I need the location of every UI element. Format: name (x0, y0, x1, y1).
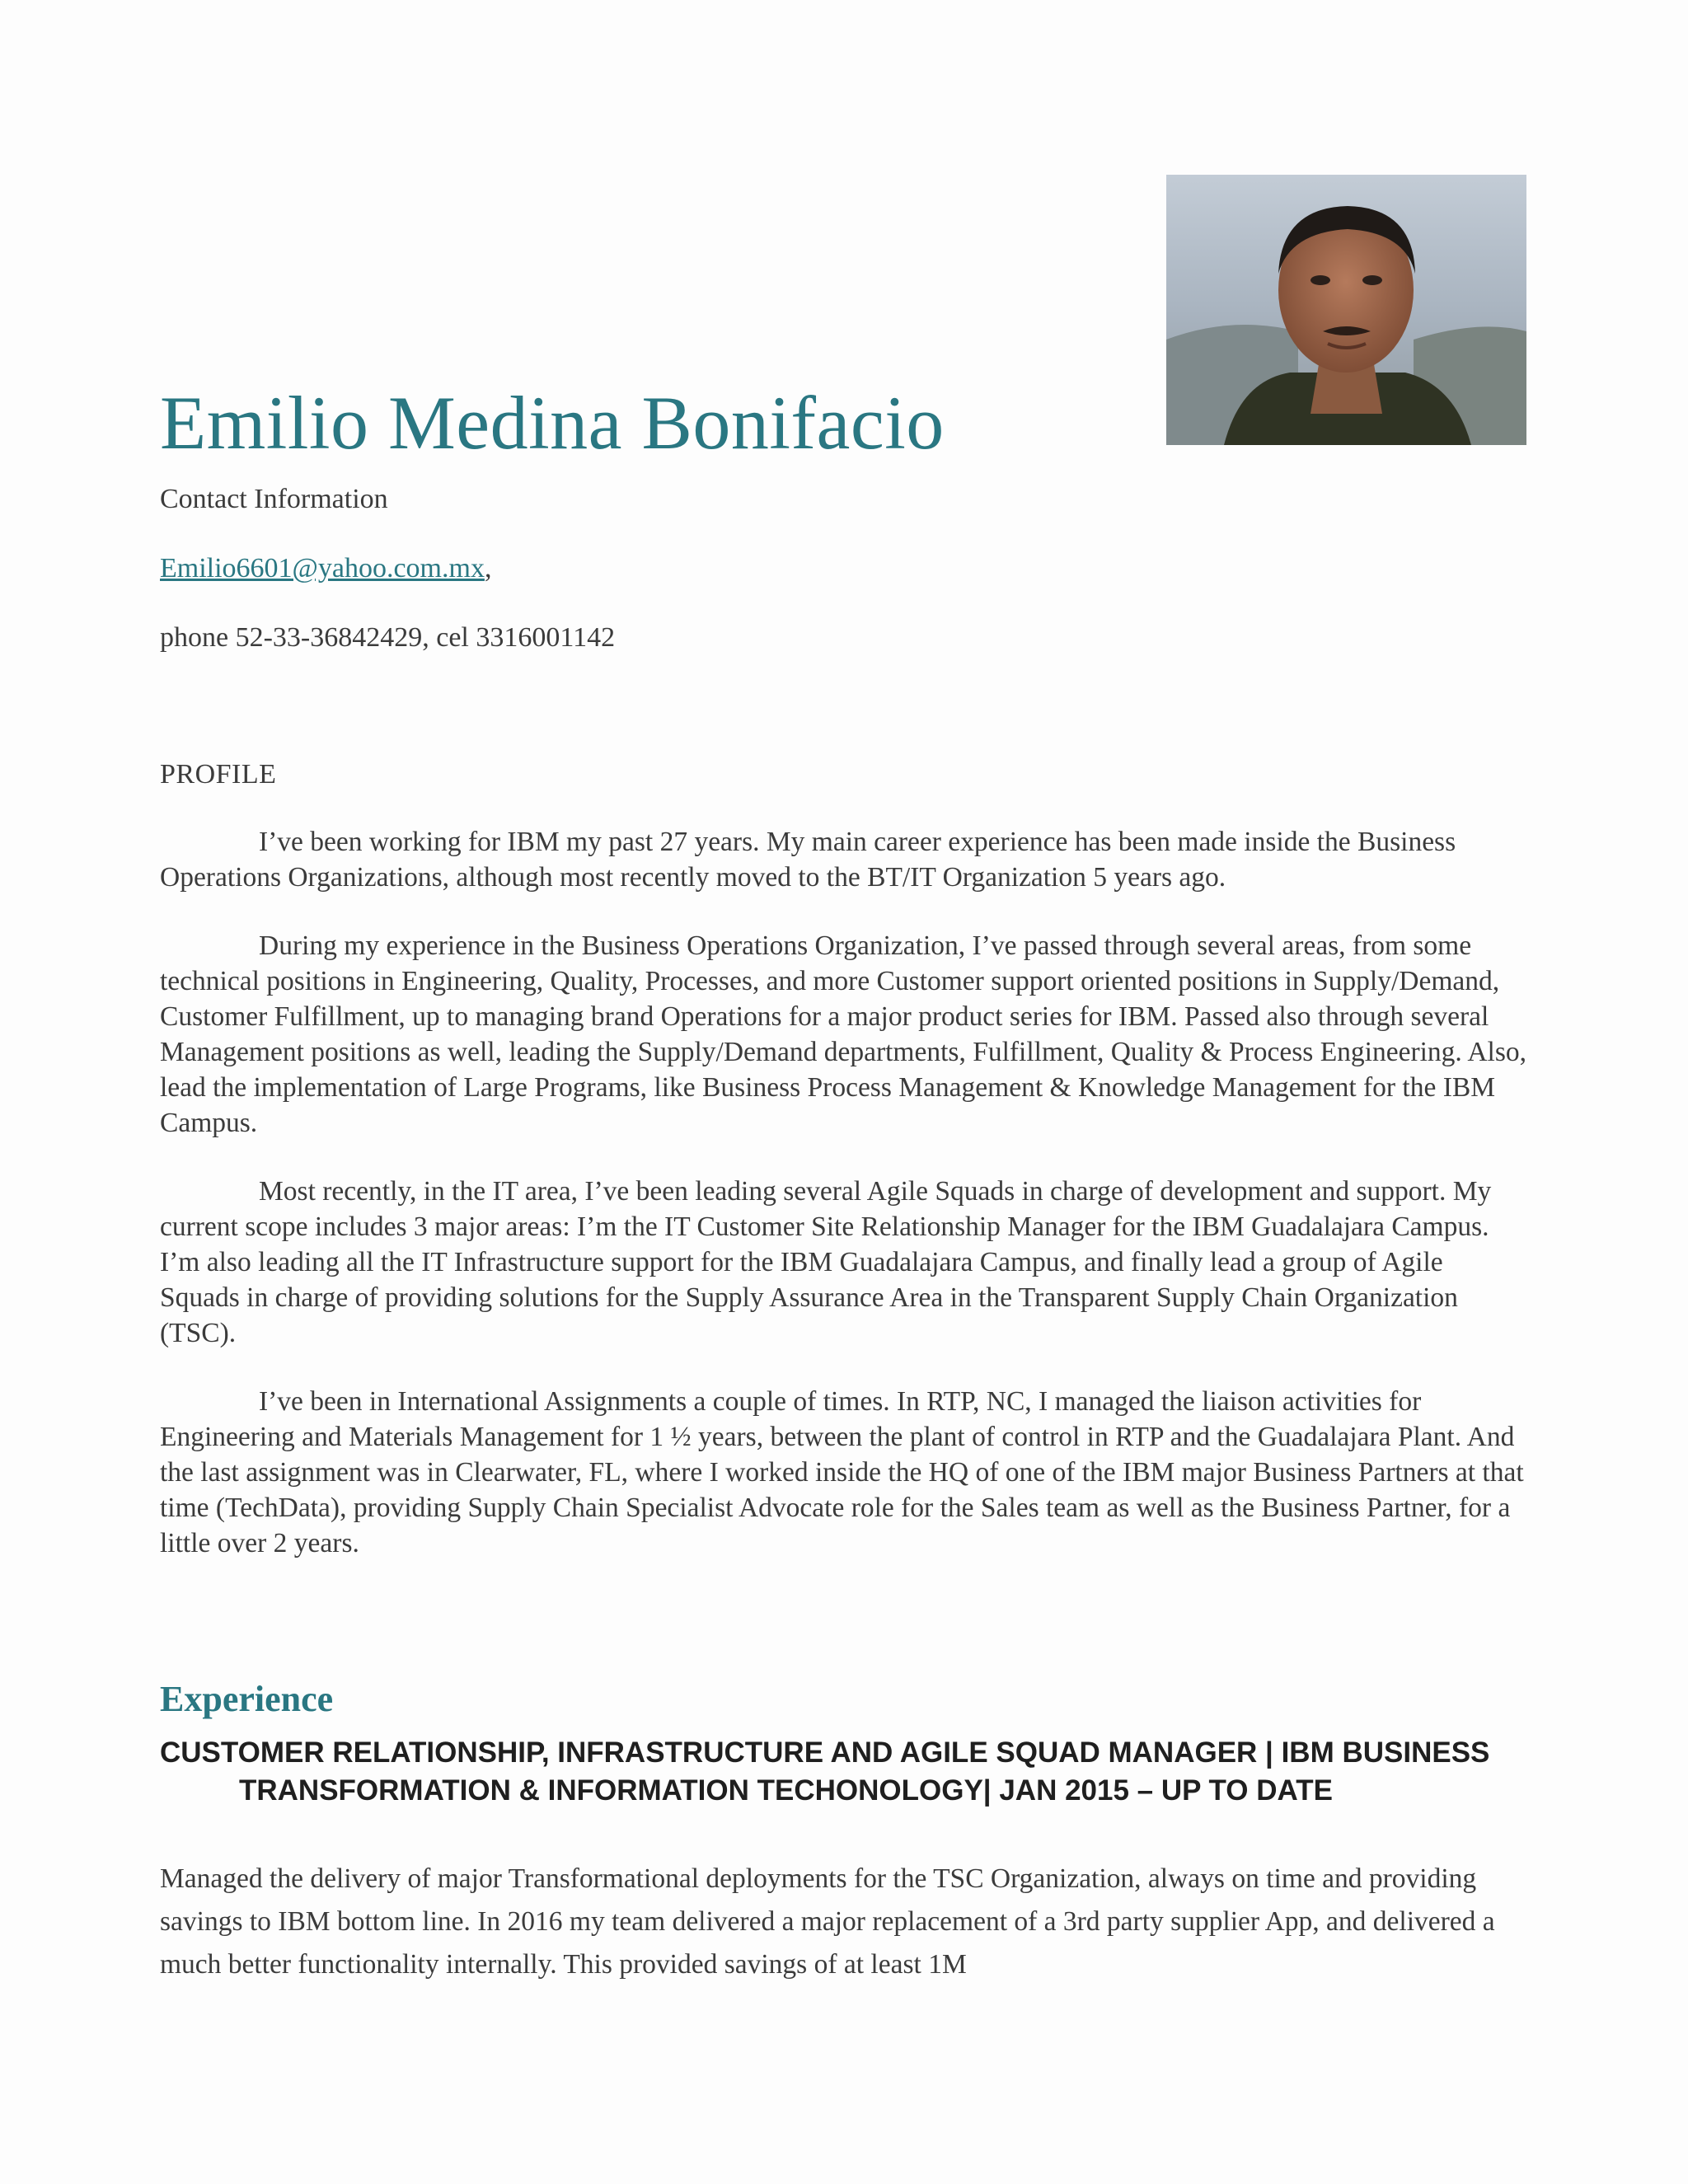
job-description: Managed the delivery of major Transformational deployments for the TSC Organization, always on time and providing savings to IBM bottom line. In 2016 my team delivered a major replacement of a 3rd party supplier App, and delivered a much better functionality internally. This provided savings of at least 1M (160, 1863, 1495, 1980)
profile-body (160, 824, 1528, 1594)
profile-paragraph: Most recently, in the IT area, I’ve been leading several Agile Squads in charge of development and support. My current scope includes 3 major areas: I’m the IT Customer Site Relationship Manager for the IBM Guadalajara Campus. I’m also leading all the IT Infrastructure support for the IBM Guadalajara Campus, and finally lead a group of Agile Squads in charge of providing solutions for the Supply Assurance Area in the Transparent Supply Chain Organization (TSC). (160, 1176, 1492, 1348)
profile-paragraph: I’ve been working for IBM my past 27 years. My main career experience has been made inside the Business Operations Organizations, although most recently moved to the BT/IT Organization 5 years ago. (160, 827, 1456, 893)
contact-heading: Contact Information (160, 484, 388, 514)
email-link[interactable]: Emilio6601@yahoo.com.mx (160, 553, 485, 583)
experience-heading: Experience (160, 1679, 334, 1719)
profile-paragraph: I’ve been in International Assignments a couple of times. In RTP, NC, I managed the liaison activities for Engineering and Materials Management for 1 ½ years, between the plant of control in RTP and the Guadalajara Plant. And the last assignment was in Clearwater, FL, where I worked inside the HQ of one of the IBM major Business Partners at that time (TechData), providing Supply Chain Specialist Advocate role for the Sales team as well as the Business Partner, for a little over 2 years. (160, 1386, 1524, 1558)
profile-photo (1166, 175, 1526, 445)
job-title: CUSTOMER RELATIONSHIP, INFRASTRUCTURE AND AGILE SQUAD MANAGER | IBM BUSINESS TRANSFORMATION & INFORMATION TECHONOLOGY| JAN 2015 – UP TO DATE (160, 1736, 1490, 1807)
candidate-name: Emilio Medina Bonifacio (160, 381, 945, 465)
email-suffix: , (484, 553, 492, 583)
profile-heading: PROFILE (160, 759, 277, 790)
portrait-photo-icon (1166, 175, 1526, 445)
contact-phone: phone 52-33-36842429, cel 3316001142 (160, 622, 616, 653)
contact-email-line (160, 552, 491, 585)
profile-paragraph: During my experience in the Business Operations Organization, I’ve passed through several areas, from some technical positions in Engineering, Quality, Processes, and more Customer support oriented positions in Supply/Demand, Customer Fulfillment, up to managing brand Operations for a major product series for IBM. Passed also through several Management positions as well, leading the Supply/Demand departments, Fulfillment, Quality & Process Engineering. Also, lead the implementation of Large Programs, like Business Process Management & Knowledge Management for the IBM Campus. (160, 930, 1526, 1138)
